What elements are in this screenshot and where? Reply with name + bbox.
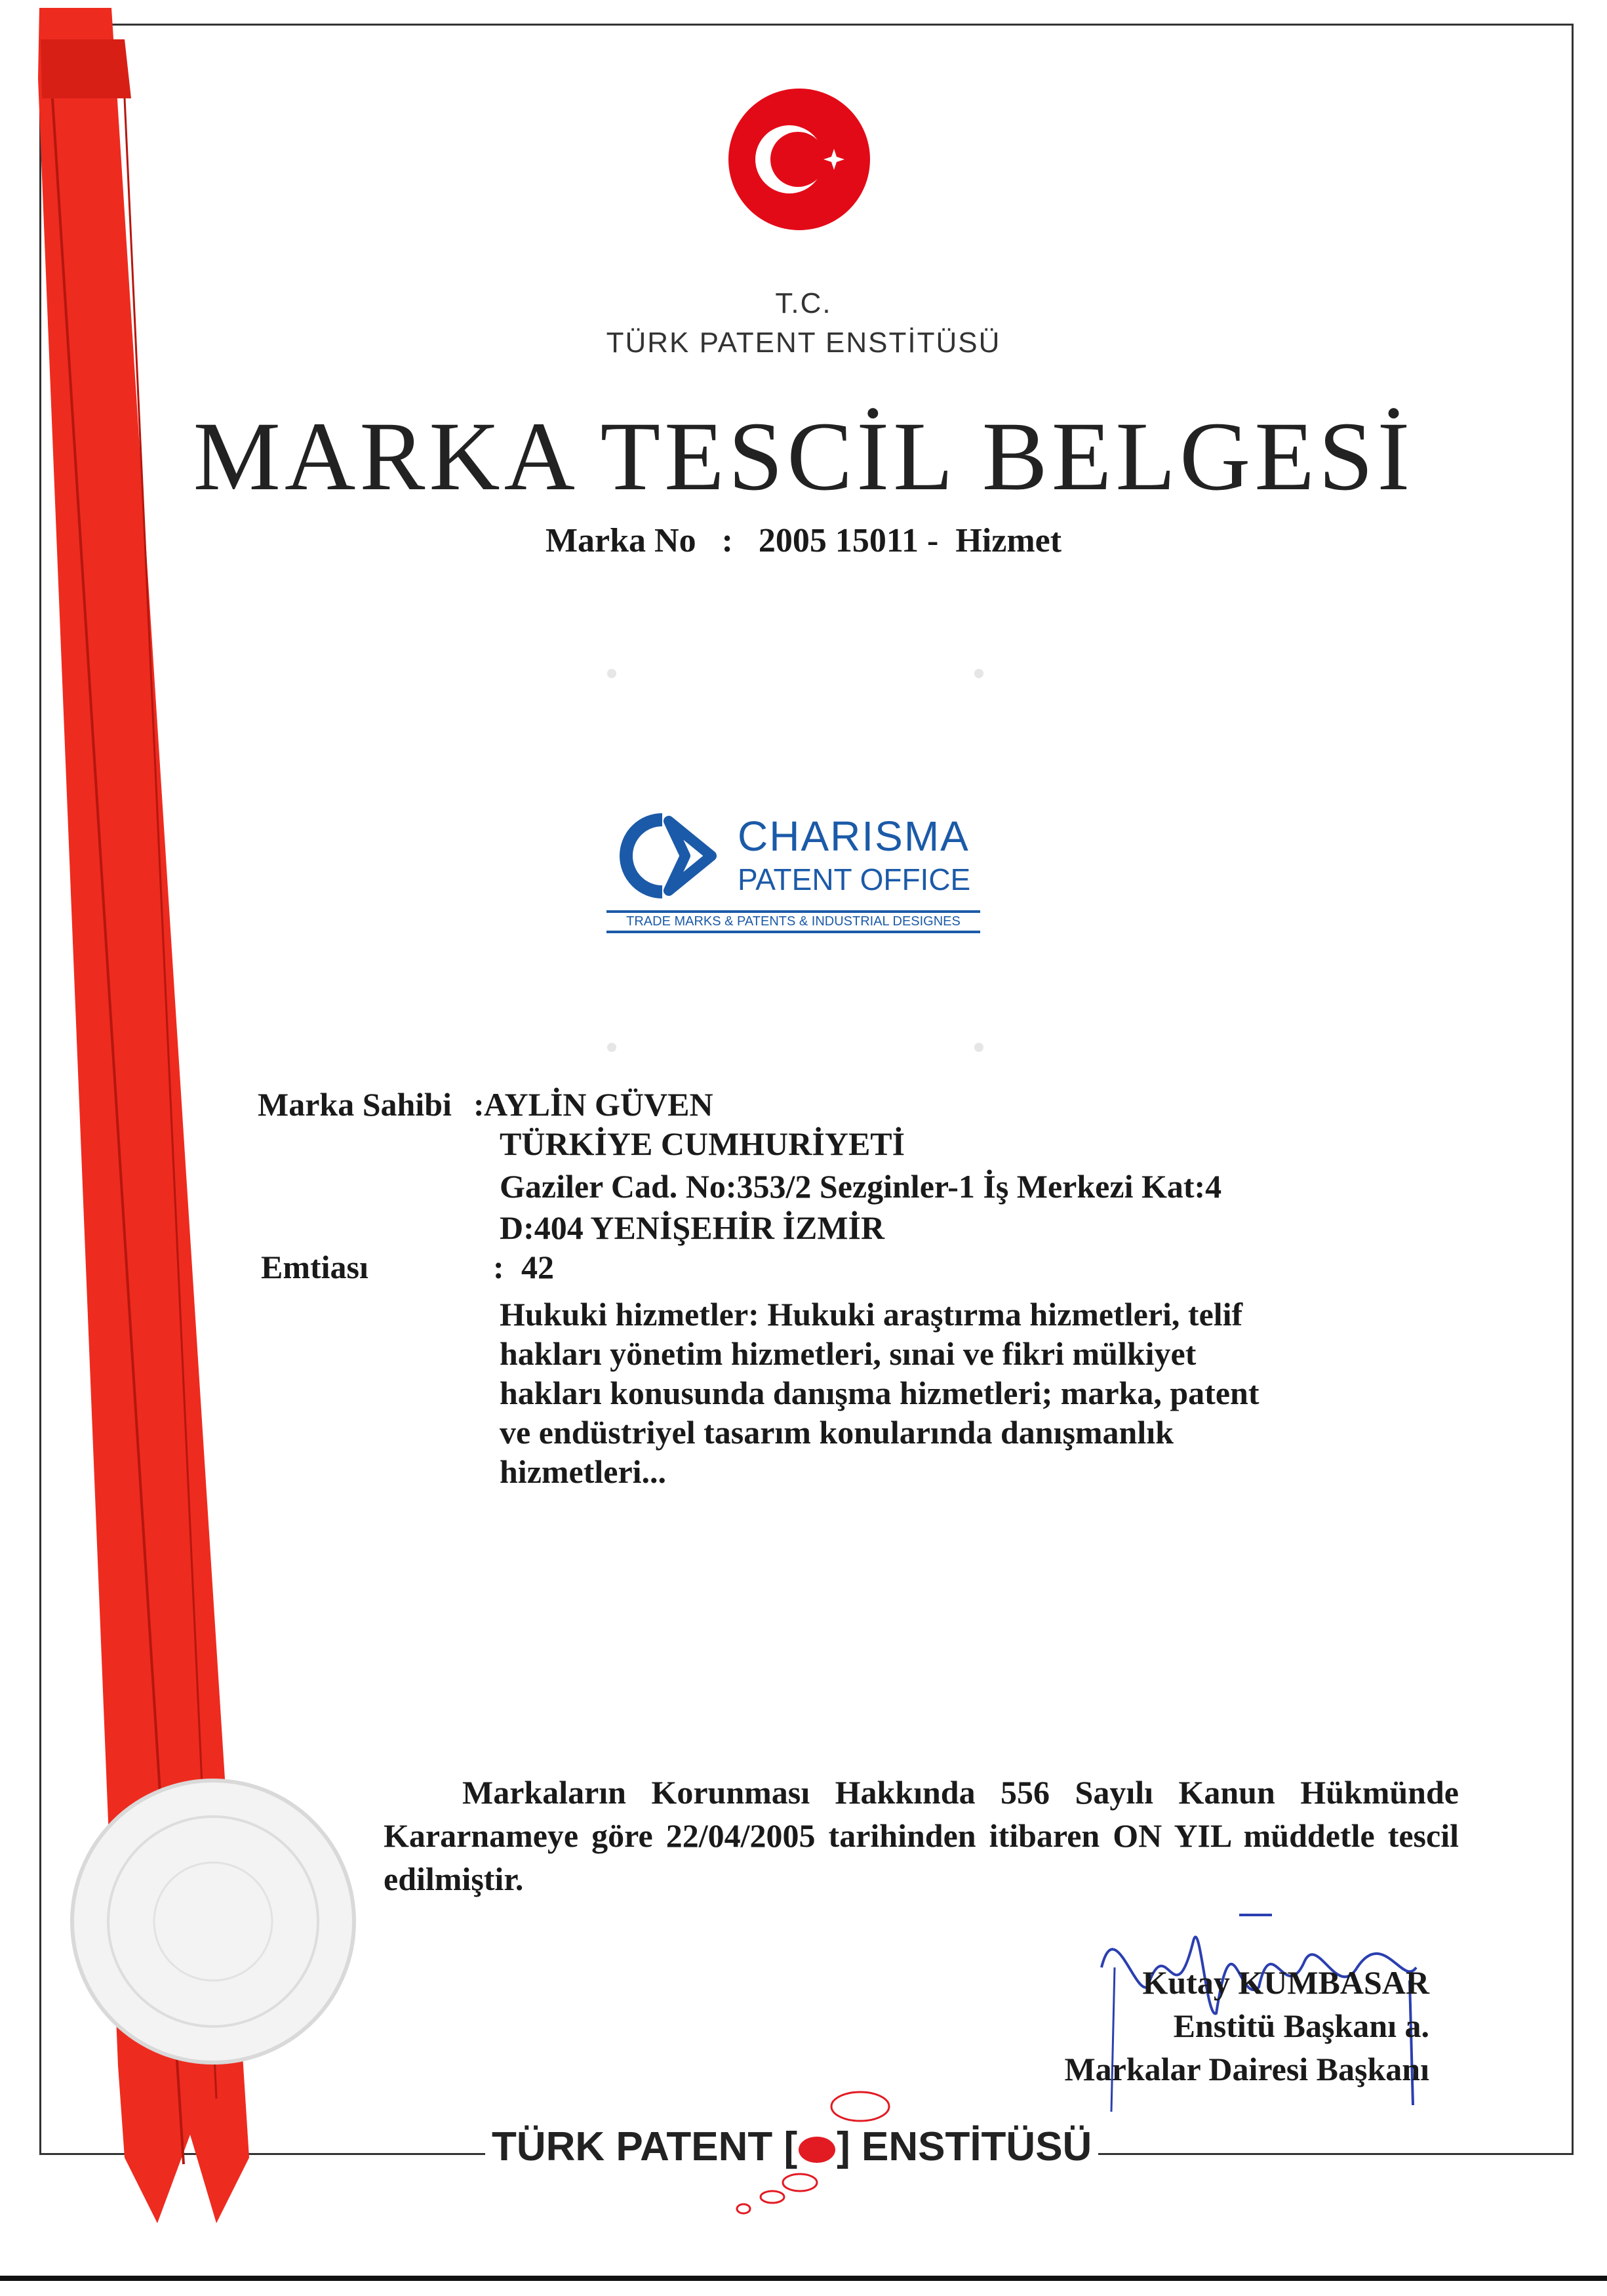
signatory-title: Enstitü Başkanı a. [1173,2007,1429,2044]
decorative-dot [607,669,616,678]
goods-description-line: hakları konusunda danışma hizmetleri; marka, patent [500,1375,1260,1411]
owner-name: AYLİN GÜVEN [484,1086,713,1123]
signatory-title: Markalar Dairesi Başkanı [1064,2051,1429,2087]
logo-tagline: TRADE MARKS & PATENTS & INDUSTRIAL DESIGNES [606,910,980,933]
owner-address-line2: D:404 YENİŞEHİR İZMİR [500,1209,885,1246]
logo-name: CHARISMA [738,813,970,860]
footer-text-left: TÜRK PATENT [ [492,2124,798,2169]
trademark-number: Marka No : 2005 15011 - Hizmet [545,522,1062,559]
turkish-flag-emblem [725,85,873,233]
embossed-seal-icon [62,1771,364,2072]
registration-decree: Markaların Korunması Hakkında 556 Sayılı Kanun Hükmünde Kararnameye göre 22/04/2005 tarihinden itibaren ON YIL müddetle tescil edilmiştir. [384,1774,1459,1897]
owner-country: TÜRKİYE CUMHURİYETİ [500,1125,905,1162]
owner-address-line1: Gaziler Cad. No:353/2 Sezginler-1 İş Merkezi Kat:4 [500,1168,1222,1205]
decorative-dot [974,1043,983,1052]
goods-description-line: ve endüstriyel tasarım konularında danışmanlık [500,1414,1174,1451]
footer-institute-logo [485,2124,1098,2170]
logo-subtitle: PATENT OFFICE [738,862,971,896]
document-title: MARKA TESCİL BELGESİ [193,402,1414,511]
goods-description-line: hizmetleri... [500,1453,667,1490]
goods-class: 42 [521,1249,554,1285]
goods-description-line: Hukuki hizmetler: Hukuki araştırma hizmetleri, telif [500,1296,1243,1333]
cd-logo-icon [606,807,731,905]
page-bottom-border [0,2276,1607,2281]
tc-heading: T.C. [775,287,832,319]
footer-text-right: ] ENSTİTÜSÜ [837,2124,1092,2169]
decorative-dot [974,669,983,678]
goods-label: Emtiası [261,1249,368,1285]
signatory-name: Kutay KUMBASAR [1142,1964,1429,2001]
signatory-block [970,1961,1429,2091]
owner-label: Marka Sahibi [258,1086,452,1123]
goods-separator: : [493,1249,504,1285]
owner-separator: : [473,1086,485,1123]
charisma-logo [606,807,987,938]
goods-description-line: hakları yönetim hizmetleri, sınai ve fikri mülkiyet [500,1335,1197,1372]
decorative-dot [607,1043,616,1052]
red-dot-icon [799,2137,835,2163]
institute-heading: TÜRK PATENT ENSTİTÜSÜ [606,327,1001,359]
